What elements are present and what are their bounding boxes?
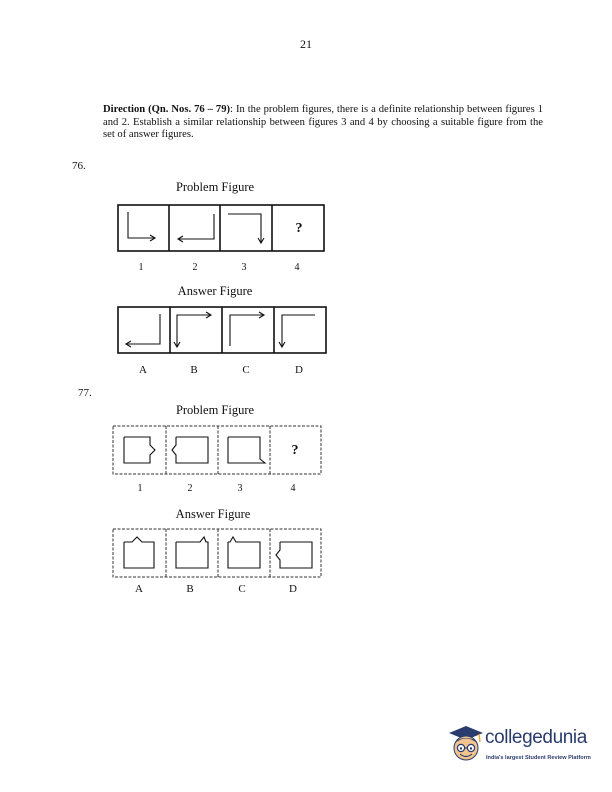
- direction-body: : In the problem figures, there is a definite relationship between figures 1 and 2. Establish a similar relationship between figures 3 and 4 by choosing a suitable figure from the set of answer figures.: [103, 104, 543, 141]
- q76-problem-label-4: 4: [294, 262, 300, 273]
- q77-answer-fig-a: [124, 537, 154, 568]
- q76-answer-fig-d: [279, 315, 315, 347]
- q76-problem-title: Problem Figure: [175, 180, 255, 194]
- q76-answer-figures: [117, 306, 329, 356]
- q76-problem-fig-2: [178, 214, 214, 242]
- q76-answer-label-d: D: [295, 364, 303, 376]
- logo-mascot-icon: [447, 724, 485, 768]
- q77-problem-fig-3: [228, 437, 265, 463]
- q76-answer-label-c: C: [242, 364, 250, 376]
- q77-answer-fig-b: [176, 537, 208, 568]
- q76-problem-frame: [118, 205, 324, 251]
- question-77-number: 77.: [78, 387, 92, 399]
- q77-problem-label-4: 4: [290, 483, 296, 494]
- q77-problem-fig-1: [124, 437, 155, 463]
- q76-problem-label-1: 1: [138, 262, 144, 273]
- q76-problem-label-2: 2: [192, 262, 198, 273]
- q76-problem-label-3: 3: [241, 262, 247, 273]
- q77-answer-fig-c: [228, 537, 260, 568]
- page-number: 21: [300, 37, 312, 51]
- q76-answer-fig-b: [174, 312, 211, 347]
- q77-question-mark: ?: [291, 443, 299, 458]
- q77-problem-frame: [113, 426, 321, 474]
- q76-problem-fig-3: [228, 214, 264, 243]
- question-76-number: 76.: [72, 160, 86, 172]
- q76-problem-figures: [117, 204, 327, 254]
- logo-tagline: India's largest Student Review Platform: [486, 755, 591, 761]
- direction-heading: Direction (Qn. Nos. 76 – 79): [103, 104, 231, 115]
- q77-answer-title: Answer Figure: [175, 507, 251, 521]
- q77-answer-label-a: A: [135, 583, 143, 595]
- q77-problem-label-1: 1: [137, 483, 143, 494]
- q77-answer-frame: [113, 529, 321, 577]
- q76-problem-fig-1: [128, 212, 155, 241]
- q77-problem-fig-2: [172, 437, 208, 463]
- q76-answer-label-a: A: [139, 364, 147, 376]
- q76-answer-label-b: B: [190, 364, 198, 376]
- q77-problem-label-3: 3: [237, 483, 243, 494]
- direction-text: [103, 104, 543, 142]
- collegedunia-logo[interactable]: [447, 724, 597, 774]
- logo-name: collegedunia: [485, 727, 587, 748]
- q76-answer-fig-c: [230, 312, 264, 346]
- q77-problem-title: Problem Figure: [175, 403, 255, 417]
- q77-answer-label-b: B: [186, 583, 194, 595]
- q77-answer-label-d: D: [289, 583, 297, 595]
- q76-answer-fig-a: [126, 314, 160, 347]
- q76-question-mark: ?: [295, 221, 303, 236]
- q77-problem-figures: [112, 425, 324, 477]
- q77-answer-fig-d: [276, 542, 312, 568]
- q76-answer-title: Answer Figure: [177, 284, 253, 298]
- q77-problem-label-2: 2: [187, 483, 193, 494]
- q77-answer-label-c: C: [238, 583, 246, 595]
- q77-answer-figures: [112, 528, 324, 580]
